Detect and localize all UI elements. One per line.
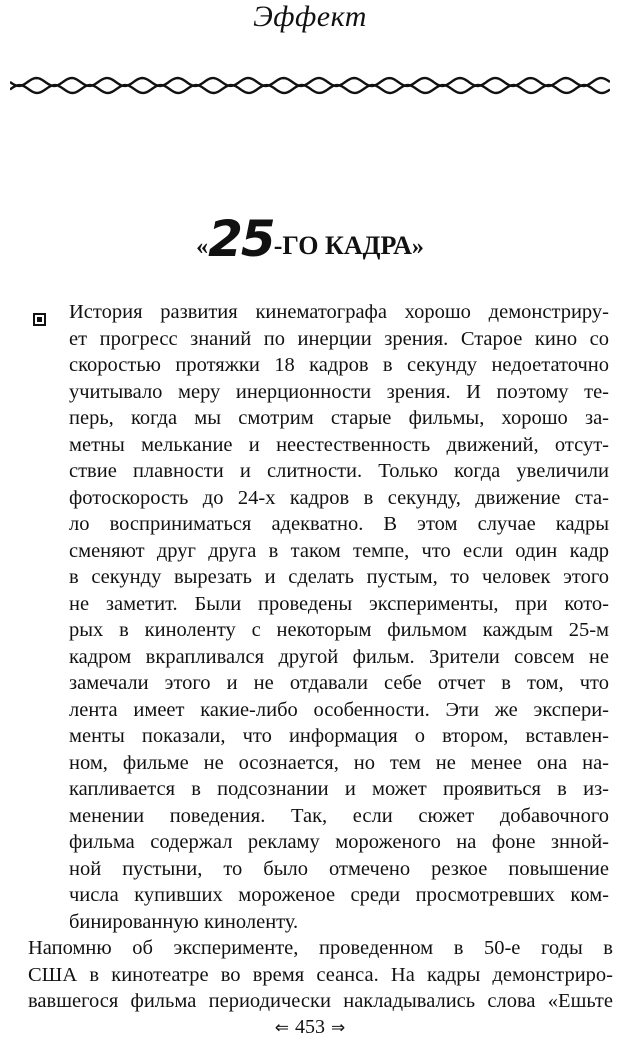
page-footer <box>0 1015 620 1040</box>
text-line: вавшегося фильма периодически накладывались слова «Ешьте <box>28 990 613 1012</box>
text-line: в секунду вырезать и сделать пустым, то человек этого <box>69 566 609 588</box>
text-line: рых в киноленту с некоторым фильмом каждым 25-м <box>69 619 609 641</box>
text-line: перь, когда мы смотрим старые фильмы, хорошо за- <box>69 407 609 429</box>
left-arrow-icon: ⇐ <box>274 1018 289 1038</box>
text-line: метны мелькание и неестественность движений, отсут- <box>69 433 609 456</box>
text-line: сменяют друг друга в таком темпе, что если один кадр <box>69 539 609 562</box>
text-line: ствие плавности и слитности. Только когда увеличили <box>69 460 609 482</box>
chapter-title <box>0 210 620 268</box>
text-line: фотоскорость до 24-х кадров в секунду, движение ста- <box>69 486 609 509</box>
text-line: США в кинотеатре во время сеанса. На кадры демонстриро- <box>28 963 613 986</box>
text-line: числа купивших мороженое среди просмотревших ком- <box>69 884 609 906</box>
text-line: История развития кинематографа хорошо демонстриру- <box>69 301 609 323</box>
text-line: бинированную киноленту. <box>69 910 299 933</box>
text-line: скоростью протяжки 18 кадров в секунду недоетаточно <box>69 354 609 376</box>
chapter-title-text: -ГО КАДРА <box>273 231 412 260</box>
text-line: капливается в подсознании и может проявиться в из- <box>69 778 609 800</box>
text-line: учитывало меру инерционности зрения. И поэтому те- <box>69 380 609 403</box>
text-line: ет прогресс знаний по инерции зрения. Старое кино со <box>69 327 609 350</box>
running-head-title: Эффект <box>253 0 367 33</box>
paragraph-1 <box>69 299 609 935</box>
chapter-title-number: 25 <box>208 210 274 268</box>
text-line: замечали этого и не отдавали себе отчет в том, что <box>69 672 609 694</box>
wavy-divider <box>10 70 610 100</box>
text-line: ло восприниматься адекватно. В этом случае кадры <box>69 513 609 535</box>
text-line: лента имеет какие-либо особенности. Эти же экспери- <box>69 698 609 721</box>
square-bullet-icon <box>33 313 46 326</box>
page-number: 453 <box>295 1016 325 1038</box>
text-line: Напомню об эксперименте, проведенном в 50-е годы в <box>28 937 613 959</box>
text-line: не заметит. Были проведены эксперименты, при кото- <box>69 592 609 615</box>
chapter-title-open-quote: « <box>196 234 209 260</box>
text-line: менты показали, что информация о втором, вставлен- <box>69 725 609 747</box>
right-arrow-icon: ⇒ <box>331 1018 346 1038</box>
text-line: ном, фильме не осознается, но тем не менее она на- <box>69 751 609 774</box>
text-line: менении поведения. Так, если сюжет добавочного <box>69 804 609 827</box>
text-line: фильма содержал рекламу мороженого на фоне знной- <box>69 831 609 853</box>
text-line: ной пустыни, то было отмечено резкое повышение <box>69 857 609 880</box>
chapter-title-close-quote: » <box>411 234 424 260</box>
paragraph-2 <box>28 935 613 1015</box>
text-line: кадром вкрапливался другой фильм. Зрители совсем не <box>69 645 609 668</box>
